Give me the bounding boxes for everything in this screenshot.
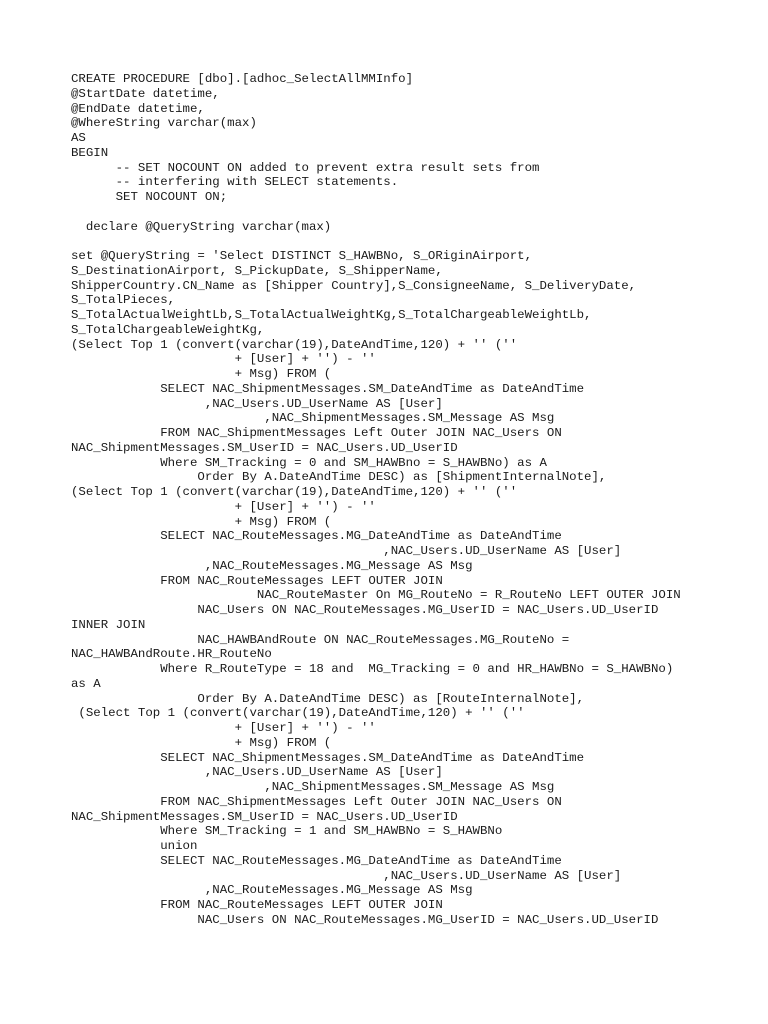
code-line: @WhereString varchar(max) bbox=[71, 116, 257, 131]
code-line: @StartDate datetime, bbox=[71, 86, 220, 101]
code-line: FROM NAC_ShipmentMessages Left Outer JOIN NAC_Users ON bbox=[71, 794, 562, 809]
code-line: Where SM_Tracking = 0 and SM_HAWBno = S_HAWBNo) as A bbox=[71, 455, 547, 470]
code-line: BEGIN bbox=[71, 145, 109, 160]
code-line: NAC_Users ON NAC_RouteMessages.MG_UserID = NAC_Users.UD_UserID bbox=[71, 912, 659, 927]
code-line: + Msg) FROM ( bbox=[71, 514, 332, 529]
code-line: @EndDate datetime, bbox=[71, 101, 205, 116]
code-line: ,NAC_RouteMessages.MG_Message AS Msg bbox=[71, 883, 473, 898]
code-line: set @QueryString = 'Select DISTINCT S_HAWBNo, S_ORiginAirport, bbox=[71, 249, 533, 263]
code-line: (Select Top 1 (convert(varchar(19),DateAndTime,120) + '' ('' bbox=[71, 485, 518, 499]
code-line: + Msg) FROM ( bbox=[71, 367, 332, 381]
code-line: + [User] + '') - '' bbox=[71, 352, 376, 367]
code-line: ,NAC_ShipmentMessages.SM_Message AS Msg bbox=[71, 780, 555, 794]
code-line: NAC_HAWBAndRoute ON NAC_RouteMessages.MG_RouteNo = bbox=[71, 632, 570, 647]
code-line: union bbox=[71, 839, 198, 853]
code-line: INNER JOIN bbox=[71, 617, 146, 632]
code-line: ,NAC_ShipmentMessages.SM_Message AS Msg bbox=[71, 411, 555, 426]
code-line: + [User] + '') - '' bbox=[71, 499, 376, 514]
code-line: NAC_HAWBAndRoute.HR_RouteNo bbox=[71, 647, 272, 662]
code-line: SET NOCOUNT ON; bbox=[71, 190, 228, 204]
code-line: Where SM_Tracking = 1 and SM_HAWBNo = S_HAWBNo bbox=[71, 824, 503, 839]
code-line: Order By A.DateAndTime DESC) as [RouteInternalNote], bbox=[71, 691, 585, 706]
code-line: NAC_ShipmentMessages.SM_UserID = NAC_Users.UD_UserID bbox=[71, 440, 458, 455]
code-line: SELECT NAC_ShipmentMessages.SM_DateAndTime as DateAndTime bbox=[71, 750, 585, 765]
code-line: S_DestinationAirport, S_PickupDate, S_ShipperName, bbox=[71, 263, 443, 278]
code-line: SELECT NAC_RouteMessages.MG_DateAndTime as DateAndTime bbox=[71, 529, 562, 544]
code-line: CREATE PROCEDURE [dbo].[adhoc_SelectAllMMInfo] bbox=[71, 72, 414, 86]
code-line: FROM NAC_RouteMessages LEFT OUTER JOIN bbox=[71, 898, 443, 912]
code-line: FROM NAC_ShipmentMessages Left Outer JOIN NAC_Users ON bbox=[71, 426, 562, 440]
code-line: -- interfering with SELECT statements. bbox=[71, 175, 399, 190]
code-line: SELECT NAC_ShipmentMessages.SM_DateAndTime as DateAndTime bbox=[71, 381, 585, 396]
code-line: NAC_Users ON NAC_RouteMessages.MG_UserID = NAC_Users.UD_UserID bbox=[71, 603, 659, 617]
code-line: Where R_RouteType = 18 and MG_Tracking = 0 and HR_HAWBNo = S_HAWBNo) bbox=[71, 662, 674, 676]
code-line: + [User] + '') - '' bbox=[71, 721, 376, 735]
code-line: ShipperCountry.CN_Name as [Shipper Country],S_ConsigneeName, S_DeliveryDate, bbox=[71, 278, 637, 293]
code-line: as A bbox=[71, 676, 101, 691]
code-line: + Msg) FROM ( bbox=[71, 735, 332, 750]
code-line: declare @QueryString varchar(max) bbox=[71, 219, 332, 234]
code-line: ,NAC_Users.UD_UserName AS [User] bbox=[71, 396, 443, 411]
code-line: (Select Top 1 (convert(varchar(19),DateAndTime,120) + '' ('' bbox=[71, 337, 518, 352]
code-line: FROM NAC_RouteMessages LEFT OUTER JOIN bbox=[71, 573, 443, 588]
code-line: ,NAC_Users.UD_UserName AS [User] bbox=[71, 544, 622, 558]
code-line: AS bbox=[71, 131, 86, 145]
code-line: (Select Top 1 (convert(varchar(19),DateAndTime,120) + '' ('' bbox=[71, 706, 525, 721]
code-line: ,NAC_Users.UD_UserName AS [User] bbox=[71, 765, 443, 780]
code-line: ,NAC_RouteMessages.MG_Message AS Msg bbox=[71, 558, 473, 573]
code-line bbox=[71, 234, 761, 249]
code-line: SELECT NAC_RouteMessages.MG_DateAndTime as DateAndTime bbox=[71, 853, 562, 868]
code-line: NAC_ShipmentMessages.SM_UserID = NAC_Users.UD_UserID bbox=[71, 809, 458, 824]
code-line: S_TotalActualWeightLb,S_TotalActualWeightKg,S_TotalChargeableWeightLb, bbox=[71, 308, 592, 322]
code-line: -- SET NOCOUNT ON added to prevent extra result sets from bbox=[71, 160, 540, 175]
code-line: ,NAC_Users.UD_UserName AS [User] bbox=[71, 868, 622, 883]
sql-code-document bbox=[71, 72, 761, 928]
code-line: S_TotalChargeableWeightKg, bbox=[71, 322, 265, 337]
code-line: NAC_RouteMaster On MG_RouteNo = R_RouteNo LEFT OUTER JOIN bbox=[71, 588, 681, 603]
code-line: S_TotalPieces, bbox=[71, 293, 176, 308]
code-line: Order By A.DateAndTime DESC) as [ShipmentInternalNote], bbox=[71, 470, 607, 485]
code-line bbox=[71, 205, 761, 220]
